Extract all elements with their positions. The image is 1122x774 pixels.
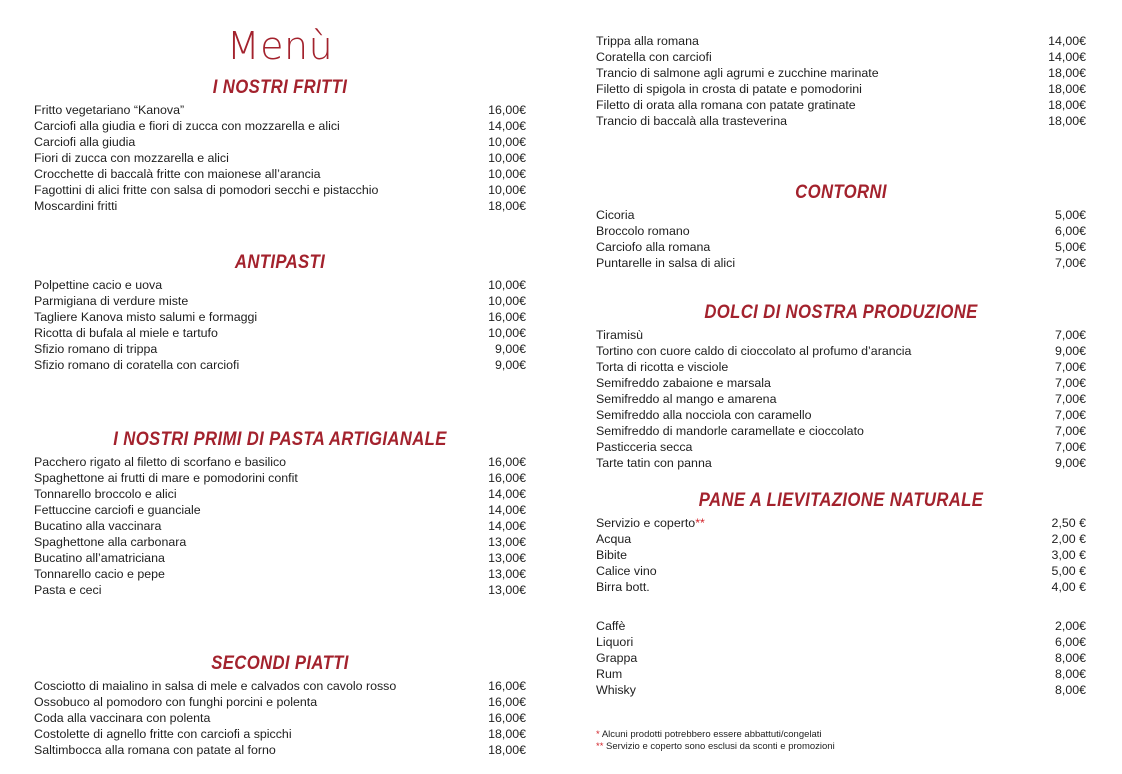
menu-item [596, 515, 1086, 531]
menu-item [34, 486, 526, 502]
menu-item [596, 423, 1086, 439]
menu-item-price: 5,00€ [1054, 240, 1086, 254]
menu-item-name-wrap [596, 634, 633, 650]
menu-item-name: Carciofo alla romana [596, 240, 711, 254]
menu-item [34, 518, 526, 534]
menu-item-name: Coratella con carciofi [596, 50, 712, 64]
menu-item-name-wrap [596, 407, 812, 423]
menu-item-name: Whisky [596, 683, 636, 697]
menu-item-price: 14,00€ [488, 487, 526, 501]
menu-item-name-wrap [34, 277, 162, 293]
menu-item-name-wrap [34, 182, 378, 198]
menu-item [596, 255, 1086, 271]
menu-item-price: 14,00€ [1048, 50, 1086, 64]
menu-item-name: Spaghettone ai frutti di mare e pomodorini confit [34, 471, 298, 485]
menu-item-price: 9,00€ [494, 342, 526, 356]
section-primi [34, 430, 526, 598]
menu-item [596, 33, 1086, 49]
menu-item-price: 4,00 € [1051, 580, 1086, 594]
menu-item-name: Semifreddo al mango e amarena [596, 392, 777, 406]
menu-item-price: 10,00€ [488, 294, 526, 308]
menu-item-name: Acqua [596, 532, 632, 546]
menu-item [596, 375, 1086, 391]
menu-item-name-wrap [596, 49, 712, 65]
menu-item-price: 7,00€ [1054, 256, 1086, 270]
menu-item-price: 2,00 € [1051, 532, 1086, 546]
menu-item-name: Saltimbocca alla romana con patate al forno [34, 743, 276, 757]
menu-item [34, 534, 526, 550]
menu-item-name: Semifreddo alla nocciola con caramello [596, 408, 812, 422]
menu-item-name-wrap [34, 694, 317, 710]
menu-item-name-wrap [596, 33, 699, 49]
menu-item-price: 8,00€ [1054, 667, 1086, 681]
section-fritti [34, 78, 526, 214]
menu-item-price: 18,00€ [1048, 114, 1086, 128]
section-pane [596, 491, 1086, 595]
menu-item-name-wrap [34, 582, 102, 598]
page-title: Menù [226, 24, 334, 68]
menu-item-name: Torta di ricotta e visciole [596, 360, 729, 374]
menu-item-price: 5,00€ [1054, 208, 1086, 222]
menu-item-price: 9,00€ [1054, 344, 1086, 358]
menu-item [596, 618, 1086, 634]
menu-item-price: 18,00€ [1048, 66, 1086, 80]
menu-item-price: 10,00€ [488, 278, 526, 292]
menu-item-name: Carciofi alla giudia e fiori di zucca con mozzarella e alici [34, 119, 340, 133]
menu-item [34, 102, 526, 118]
menu-item-name-wrap [34, 470, 298, 486]
menu-item-name-wrap [596, 81, 862, 97]
menu-item-name-wrap [34, 678, 396, 694]
menu-item [34, 309, 526, 325]
menu-item [34, 293, 526, 309]
menu-item-price: 8,00€ [1054, 651, 1086, 665]
menu-item-price: 18,00€ [488, 743, 526, 757]
menu-item-name-wrap [34, 486, 177, 502]
menu-item [596, 439, 1086, 455]
menu-item-name-wrap [34, 166, 321, 182]
menu-item-name: Pacchero rigato al filetto di scorfano e basilico [34, 455, 287, 469]
menu-item-price: 7,00€ [1054, 440, 1086, 454]
items-list [34, 454, 526, 598]
footnote [596, 729, 835, 741]
menu-item [596, 391, 1086, 407]
menu-item-name-wrap [596, 682, 636, 698]
section-heading: I NOSTRI PRIMI DI PASTA ARTIGIANALE [113, 429, 447, 450]
section-bevande [596, 618, 1086, 698]
menu-item-name: Costolette di agnello fritte con carciofi a spicchi [34, 727, 292, 741]
menu-item-name: Spaghettone alla carbonara [34, 535, 187, 549]
menu-item [34, 710, 526, 726]
items-list [596, 327, 1086, 471]
menu-item-name: Filetto di orata alla romana con patate gratinate [596, 98, 856, 112]
menu-item-name-wrap [596, 515, 705, 531]
menu-item [596, 239, 1086, 255]
menu-item-name-wrap [34, 102, 184, 118]
menu-item-name-wrap [34, 293, 188, 309]
menu-item-name-wrap [596, 97, 856, 113]
menu-item-name-wrap [596, 255, 735, 271]
menu-item [34, 325, 526, 341]
menu-item [34, 277, 526, 293]
menu-item-name: Cosciotto di maialino in salsa di mele e calvados con cavolo rosso [34, 679, 397, 693]
menu-item-name: Semifreddo zabaione e marsala [596, 376, 771, 390]
menu-item-name-wrap [596, 65, 879, 81]
menu-item [34, 166, 526, 182]
section-dolci [596, 303, 1086, 471]
menu-item [596, 81, 1086, 97]
menu-item [34, 582, 526, 598]
menu-item [34, 678, 526, 694]
menu-item [596, 207, 1086, 223]
menu-item-name: Pasta e ceci [34, 583, 102, 597]
menu-item-price: 7,00€ [1054, 392, 1086, 406]
menu-item-name: Fritto vegetariano “Kanova” [34, 103, 185, 117]
menu-item-name-wrap [34, 341, 157, 357]
menu-item-price: 18,00€ [1048, 82, 1086, 96]
items-list [34, 678, 526, 758]
menu-item [596, 49, 1086, 65]
menu-item-name-wrap [34, 134, 135, 150]
items-list [34, 102, 526, 214]
menu-item-name: Ricotta di bufala al miele e tartufo [34, 326, 218, 340]
menu-item [596, 359, 1086, 375]
menu-item-name-wrap [596, 375, 771, 391]
menu-item [34, 454, 526, 470]
menu-item-name-wrap [34, 518, 161, 534]
menu-item [596, 455, 1086, 471]
menu-item [596, 327, 1086, 343]
menu-item-name: Broccolo romano [596, 224, 690, 238]
menu-item-name: Ossobuco al pomodoro con funghi porcini e polenta [34, 695, 318, 709]
menu-item [34, 726, 526, 742]
menu-item [596, 666, 1086, 682]
menu-item-name: Tortino con cuore caldo di cioccolato al profumo d’arancia [596, 344, 912, 358]
menu-item [596, 547, 1086, 563]
menu-item-name-wrap [596, 563, 657, 579]
menu-item [596, 682, 1086, 698]
items-list [596, 618, 1086, 698]
menu-item-price: 14,00€ [488, 519, 526, 533]
menu-item-price: 16,00€ [488, 679, 526, 693]
menu-item-name-wrap [596, 531, 631, 547]
section-heading: PANE A LIEVITAZIONE NATURALE [698, 490, 984, 511]
menu-item-name: Fiori di zucca con mozzarella e alici [34, 151, 229, 165]
menu-item-name-wrap [34, 118, 340, 134]
menu-item [596, 97, 1086, 113]
menu-item-name: Sfizio romano di trippa [34, 342, 158, 356]
menu-item-price: 7,00€ [1054, 376, 1086, 390]
menu-item [596, 407, 1086, 423]
items-list [596, 207, 1086, 271]
menu-item-price: 18,00€ [488, 727, 526, 741]
menu-item-name: Caffè [596, 619, 626, 633]
menu-item-name-wrap [34, 534, 186, 550]
footnote-marker: ** [695, 516, 705, 530]
menu-item-name: Fettuccine carciofi e guanciale [34, 503, 201, 517]
footnote-text: Alcuni prodotti potrebbero essere abbattuti/congelati [601, 729, 822, 740]
menu-item-name: Birra bott. [596, 580, 650, 594]
menu-item-name: Rum [596, 667, 623, 681]
menu-item-name-wrap [34, 710, 210, 726]
menu-item-price: 7,00€ [1054, 360, 1086, 374]
section-heading: SECONDI PIATTI [211, 653, 349, 674]
menu-item-name: Bibite [596, 548, 627, 562]
menu-item-name-wrap [34, 150, 229, 166]
items-list [596, 515, 1086, 595]
menu-item-price: 9,00€ [494, 358, 526, 372]
footnote [596, 741, 835, 753]
menu-item-name: Calice vino [596, 564, 657, 578]
menu-item-name: Puntarelle in salsa di alici [596, 256, 736, 270]
menu-item-name: Fagottini di alici fritte con salsa di pomodori secchi e pistacchio [34, 183, 379, 197]
menu-item-name-wrap [596, 239, 710, 255]
menu-item-name: Trancio di baccalà alla trasteverina [596, 114, 788, 128]
menu-item-name: Moscardini fritti [34, 199, 118, 213]
menu-item-name-wrap [596, 343, 911, 359]
menu-item-name-wrap [596, 327, 643, 343]
menu-item-price: 2,50 € [1051, 516, 1086, 530]
menu-item-price: 7,00€ [1054, 328, 1086, 342]
section-contorni [596, 183, 1086, 271]
menu-item [34, 118, 526, 134]
menu-item [596, 65, 1086, 81]
menu-item-name-wrap [596, 423, 864, 439]
menu-item-name: Liquori [596, 635, 634, 649]
menu-item-name-wrap [596, 391, 776, 407]
menu-item-name-wrap [34, 726, 292, 742]
menu-item-price: 18,00€ [488, 199, 526, 213]
menu-item-price: 7,00€ [1054, 408, 1086, 422]
menu-item [596, 634, 1086, 650]
menu-item [34, 566, 526, 582]
menu-item-price: 6,00€ [1054, 224, 1086, 238]
section-heading: ANTIPASTI [234, 252, 326, 273]
menu-item-price: 16,00€ [488, 695, 526, 709]
footnote-mark: ** [596, 741, 604, 752]
menu-item-name: Trancio di salmone agli agrumi e zucchine marinate [596, 66, 879, 80]
menu-item-name: Cicoria [596, 208, 635, 222]
menu-item-name: Crocchette di baccalà fritte con maionese all’arancia [34, 167, 321, 181]
menu-item [596, 563, 1086, 579]
menu-item-name: Grappa [596, 651, 638, 665]
menu-item-price: 14,00€ [1048, 34, 1086, 48]
menu-item [596, 343, 1086, 359]
menu-item [34, 198, 526, 214]
menu-item-price: 13,00€ [488, 551, 526, 565]
items-list [596, 33, 1086, 129]
menu-item-name-wrap [596, 650, 637, 666]
menu-item [34, 357, 526, 373]
menu-item [596, 579, 1086, 595]
menu-item-price: 10,00€ [488, 135, 526, 149]
menu-item-name: Tonnarello broccolo e alici [34, 487, 177, 501]
section-heading: CONTORNI [795, 182, 887, 203]
menu-item-name-wrap [596, 439, 692, 455]
menu-item [596, 113, 1086, 129]
menu-item-name-wrap [596, 359, 728, 375]
menu-item-price: 16,00€ [488, 310, 526, 324]
menu-item-name-wrap [34, 198, 117, 214]
menu-item-price: 6,00€ [1054, 635, 1086, 649]
menu-item-name: Parmigiana di verdure miste [34, 294, 189, 308]
menu-item-name: Tarte tatin con panna [596, 456, 712, 470]
menu-item-price: 16,00€ [488, 471, 526, 485]
menu-item-price: 16,00€ [488, 103, 526, 117]
section-heading: DOLCI DI NOSTRA PRODUZIONE [704, 302, 978, 323]
menu-item-name: Coda alla vaccinara con polenta [34, 711, 211, 725]
menu-item-name: Filetto di spigola in crosta di patate e pomodorini [596, 82, 862, 96]
menu-item [34, 502, 526, 518]
menu-item [596, 223, 1086, 239]
menu-item-name: Bucatino all’amatriciana [34, 551, 165, 565]
menu-item-name: Pasticceria secca [596, 440, 693, 454]
menu-item-price: 18,00€ [1048, 98, 1086, 112]
menu-item-name-wrap [596, 666, 622, 682]
menu-item-price: 5,00 € [1051, 564, 1086, 578]
menu-item [34, 694, 526, 710]
menu-item-name-wrap [34, 309, 257, 325]
menu-item-name: Servizio e coperto [596, 516, 696, 530]
menu-item-name: Semifreddo di mandorle caramellate e cioccolato [596, 424, 864, 438]
menu-item-price: 14,00€ [488, 119, 526, 133]
menu-item-name: Bucatino alla vaccinara [34, 519, 162, 533]
menu-item-price: 9,00€ [1054, 456, 1086, 470]
menu-item-name: Carciofi alla giudia [34, 135, 136, 149]
menu-item-name-wrap [596, 207, 635, 223]
menu-item-name-wrap [596, 547, 627, 563]
footnote-mark: * [596, 729, 600, 740]
menu-item-name-wrap [34, 325, 218, 341]
menu-item-price: 10,00€ [488, 151, 526, 165]
menu-item-name-wrap [596, 455, 712, 471]
menu-item [34, 341, 526, 357]
menu-item-name-wrap [596, 113, 787, 129]
menu-item-price: 13,00€ [488, 567, 526, 581]
section-secondi-continued [596, 33, 1086, 129]
menu-item-name: Tiramisù [596, 328, 644, 342]
menu-item-name-wrap [34, 550, 165, 566]
menu-item [596, 650, 1086, 666]
menu-item-price: 10,00€ [488, 167, 526, 181]
menu-item-price: 13,00€ [488, 535, 526, 549]
menu-item-name: Tagliere Kanova misto salumi e formaggi [34, 310, 258, 324]
menu-item-price: 8,00€ [1054, 683, 1086, 697]
menu-item-price: 7,00€ [1054, 424, 1086, 438]
menu-item-name-wrap [596, 618, 625, 634]
menu-item-name-wrap [34, 357, 239, 373]
menu-item-price: 10,00€ [488, 183, 526, 197]
section-antipasti [34, 253, 526, 373]
menu-item-price: 16,00€ [488, 455, 526, 469]
menu-item-price: 10,00€ [488, 326, 526, 340]
menu-item-name: Polpettine cacio e uova [34, 278, 163, 292]
menu-item [34, 550, 526, 566]
menu-item-name-wrap [596, 579, 650, 595]
items-list [34, 277, 526, 373]
menu-item-name-wrap [34, 454, 286, 470]
menu-item-price: 16,00€ [488, 711, 526, 725]
menu-item [34, 182, 526, 198]
menu-item [34, 134, 526, 150]
section-secondi [34, 654, 526, 758]
menu-item-price: 2,00€ [1054, 619, 1086, 633]
menu-item-price: 13,00€ [488, 583, 526, 597]
section-heading: I NOSTRI FRITTI [212, 77, 348, 98]
menu-item-name: Sfizio romano di coratella con carciofi [34, 358, 240, 372]
menu-item-name-wrap [34, 502, 201, 518]
menu-item [596, 531, 1086, 547]
menu-item-name-wrap [34, 566, 165, 582]
menu-item-name-wrap [34, 742, 276, 758]
menu-item-name: Tonnarello cacio e pepe [34, 567, 165, 581]
menu-item-name-wrap [596, 223, 690, 239]
footnote-text: Servizio e coperto sono esclusi da sconti e promozioni [606, 741, 835, 752]
menu-item [34, 742, 526, 758]
menu-item [34, 150, 526, 166]
footnotes [596, 729, 835, 753]
menu-item-name: Trippa alla romana [596, 34, 699, 48]
menu-item-price: 3,00 € [1051, 548, 1086, 562]
menu-item-price: 14,00€ [488, 503, 526, 517]
menu-item [34, 470, 526, 486]
